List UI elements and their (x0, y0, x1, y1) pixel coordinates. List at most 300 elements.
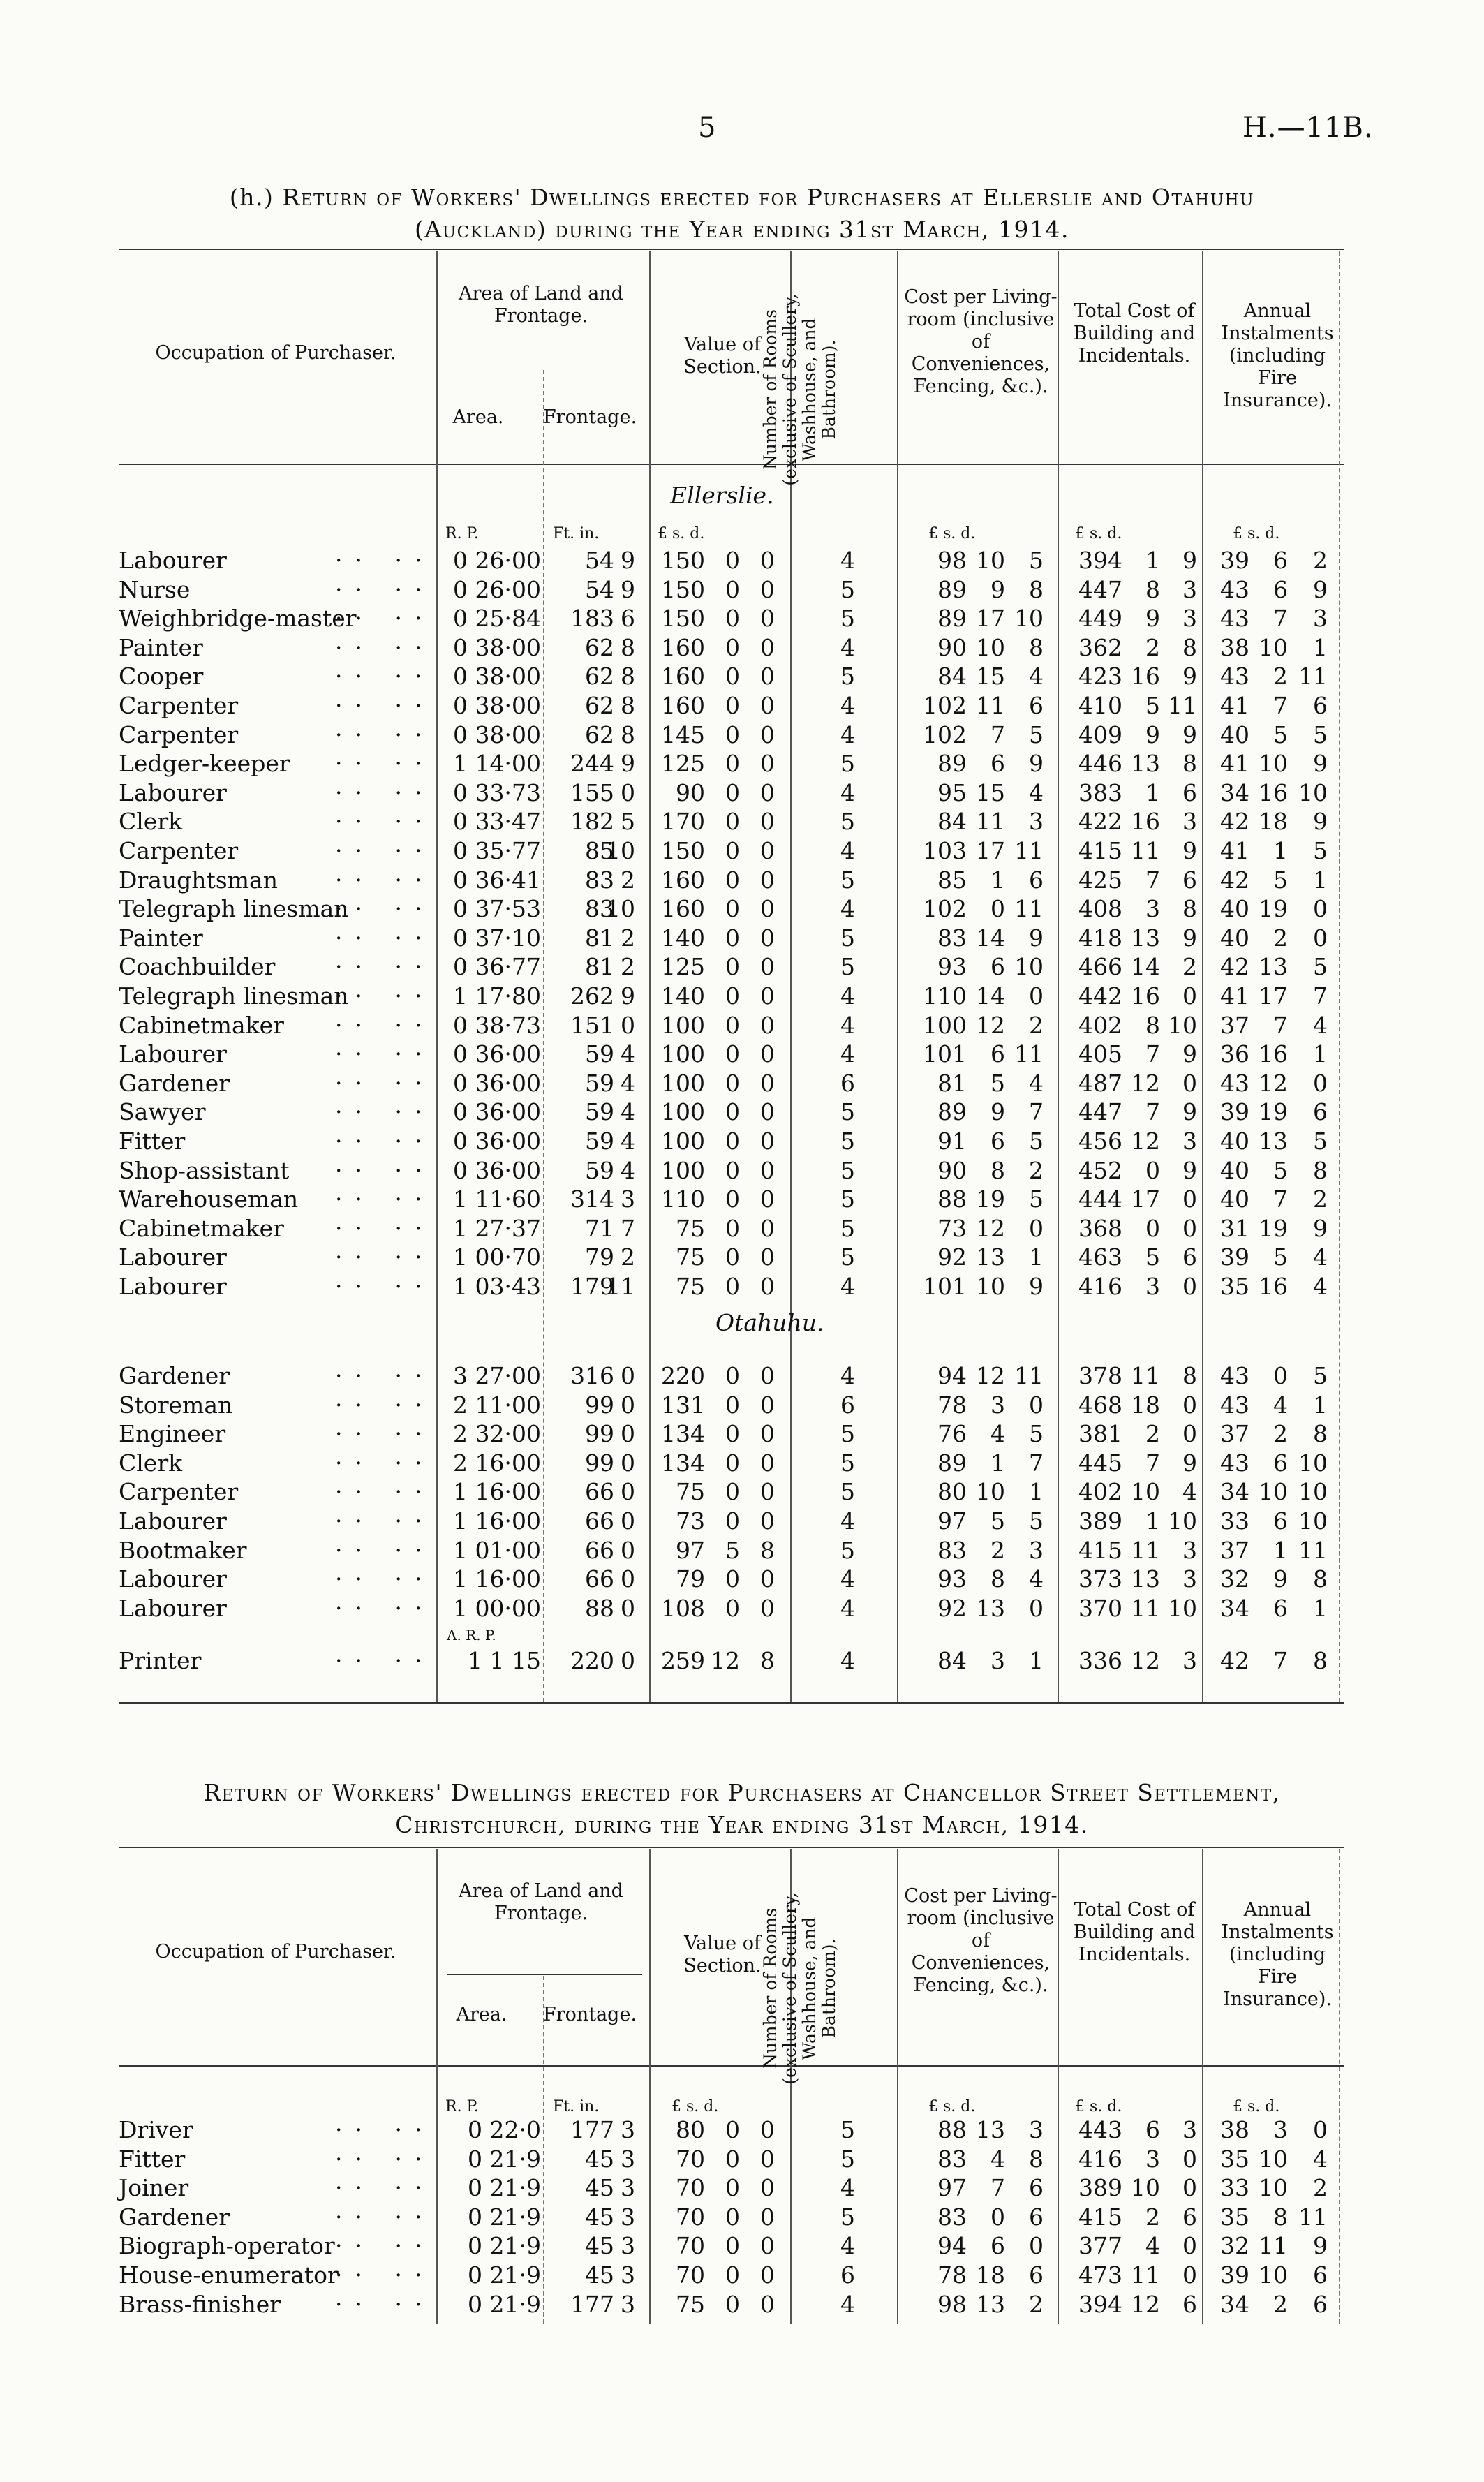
cell-cd: 3 (1029, 1536, 1044, 1564)
cell-ts: 13 (1131, 924, 1160, 952)
leader-dots: ·· ·· (335, 633, 435, 661)
cell-vd: 0 (760, 1273, 775, 1300)
cell-al: 34 (1220, 778, 1249, 806)
occupation-cell: Fitter (119, 1128, 186, 1155)
cell-area: 0 21·9 (468, 2174, 541, 2202)
cell-ts: 11 (1131, 2261, 1160, 2289)
cell-as: 2 (1273, 924, 1288, 952)
cell-td: 9 (1182, 1040, 1197, 1068)
leader-dots: ·· ·· (335, 1214, 435, 1242)
cell-vs: 0 (725, 1507, 740, 1535)
cell-cd: 5 (1029, 547, 1044, 574)
cell-td: 9 (1182, 663, 1197, 690)
cell-rooms: 5 (840, 663, 855, 690)
cell-vl: 70 (676, 2174, 705, 2202)
occupation-cell: Nurse (119, 575, 191, 603)
cell-area: 0 38·00 (453, 663, 541, 690)
cell-rooms: 5 (840, 1420, 855, 1448)
cell-ts: 0 (1145, 1214, 1160, 1242)
cell-as: 13 (1259, 1128, 1288, 1155)
cell-ft: 62 (585, 663, 614, 690)
cell-cl: 85 (937, 866, 967, 894)
cell-area: 0 37·10 (453, 924, 541, 952)
cell-ad: 1 (1313, 1594, 1328, 1622)
cell-rooms: 4 (840, 837, 855, 864)
occupation-cell: House-enumerator (119, 2261, 339, 2289)
cell-ts: 14 (1131, 953, 1160, 981)
cell-as: 10 (1259, 1478, 1288, 1506)
table-row (0, 1040, 1484, 1069)
cell-cl: 88 (937, 1185, 967, 1213)
cell-rooms: 4 (840, 692, 855, 719)
cell-in: 3 (621, 2261, 635, 2289)
cell-area: 0 22·0 (468, 2116, 541, 2143)
cell-cl: 90 (937, 1156, 967, 1184)
cell-vd: 0 (760, 1098, 775, 1126)
cell-tl: 443 (1078, 2116, 1122, 2143)
cell-tl: 383 (1078, 778, 1122, 806)
occupation-cell: Painter (119, 924, 203, 952)
cell-ft: 99 (585, 1391, 614, 1419)
table-row (0, 1098, 1484, 1127)
leader-dots: ·· ·· (335, 778, 435, 806)
leader-dots: ·· ·· (335, 2232, 435, 2260)
t1-header-area: Area. (452, 406, 504, 428)
cell-al: 43 (1220, 1069, 1249, 1097)
cell-cd: 3 (1029, 808, 1044, 836)
cell-as: 2 (1273, 2290, 1288, 2318)
t1-unit-acres: A. R. P. (447, 1627, 496, 1643)
occupation-cell: Cabinetmaker (119, 1214, 284, 1242)
cell-tl: 394 (1078, 2290, 1122, 2318)
cell-vl: 170 (661, 808, 705, 836)
cell-vs: 0 (725, 1214, 740, 1242)
table2-title-line1: Return of Workers' Dwellings erected for Purchasers at Chancellor Street Settlement, (203, 1779, 1281, 1806)
occupation-cell: Telegraph linesman (119, 895, 349, 923)
cell-in: 9 (621, 547, 635, 574)
cell-vs: 0 (725, 1565, 740, 1593)
cell-vl: 90 (676, 778, 705, 806)
table-row (0, 546, 1484, 575)
cell-as: 19 (1259, 1098, 1288, 1126)
cell-td: 10 (1168, 1594, 1197, 1622)
cell-cl: 89 (937, 575, 967, 603)
leader-dots: ·· ·· (335, 895, 435, 923)
cell-in: 0 (621, 1362, 635, 1389)
cell-ad: 10 (1298, 1478, 1328, 1506)
cell-td: 9 (1182, 837, 1197, 864)
cell-tl: 415 (1078, 837, 1122, 864)
cell-rooms: 5 (840, 866, 855, 894)
cell-as: 5 (1273, 1156, 1288, 1184)
cell-vd: 0 (760, 547, 775, 574)
cell-cl: 101 (923, 1040, 967, 1068)
table2-title (112, 1777, 1372, 1841)
cell-ft: 62 (585, 692, 614, 719)
cell-vs: 0 (725, 1449, 740, 1477)
cell-area: 0 21·9 (468, 2232, 541, 2260)
cell-as: 5 (1273, 1243, 1288, 1271)
cell-vl: 160 (661, 692, 705, 719)
cell-cl: 89 (937, 605, 967, 633)
cell-tl: 362 (1078, 633, 1122, 661)
cell-cd: 0 (1029, 1214, 1044, 1242)
cell-ad: 9 (1313, 808, 1328, 836)
cell-vd: 0 (760, 1185, 775, 1213)
cell-as: 19 (1259, 895, 1288, 923)
cell-td: 0 (1182, 1069, 1197, 1097)
cell-tl: 487 (1078, 1069, 1122, 1097)
cell-tl: 446 (1078, 750, 1122, 778)
table-row (0, 866, 1484, 895)
cell-rooms: 5 (840, 575, 855, 603)
cell-td: 9 (1182, 547, 1197, 574)
cell-td: 0 (1182, 1420, 1197, 1448)
cell-vl: 140 (661, 982, 705, 1010)
cell-vs: 0 (725, 1185, 740, 1213)
cell-rooms: 5 (840, 924, 855, 952)
cell-vl: 100 (661, 1040, 705, 1068)
occupation-cell: Labourer (119, 1565, 227, 1593)
cell-vd: 0 (760, 605, 775, 633)
cell-ft: 59 (585, 1128, 614, 1155)
table-row (0, 1536, 1484, 1565)
table-row (0, 1507, 1484, 1536)
cell-ft: 155 (570, 778, 614, 806)
cell-vd: 0 (760, 1214, 775, 1242)
table2-top-rule (119, 1847, 1344, 1848)
cell-as: 6 (1273, 1449, 1288, 1477)
cell-area: 0 38·00 (453, 692, 541, 719)
cell-tl: 423 (1078, 663, 1122, 690)
occupation-cell: Coachbuilder (119, 953, 276, 981)
cell-vl: 75 (676, 2290, 705, 2318)
cell-rooms: 5 (840, 2203, 855, 2231)
cell-cs: 11 (976, 808, 1005, 836)
cell-ad: 9 (1313, 750, 1328, 778)
cell-al: 41 (1220, 692, 1249, 719)
cell-ts: 10 (1131, 2174, 1160, 2202)
cell-vd: 0 (760, 1478, 775, 1506)
table-row (0, 1449, 1484, 1478)
leader-dots: ·· ·· (335, 1420, 435, 1448)
cell-cd: 10 (1014, 605, 1044, 633)
t1-unit-total: £ s. d. (1075, 525, 1122, 542)
t2-unit-area: R. P. (445, 2098, 479, 2115)
occupation-cell: Printer (119, 1647, 202, 1674)
cell-ft: 66 (585, 1536, 614, 1564)
cell-cd: 4 (1029, 1565, 1044, 1593)
leader-dots: ·· ·· (335, 1449, 435, 1477)
cell-td: 6 (1182, 866, 1197, 894)
occupation-cell: Ledger-keeper (119, 750, 290, 778)
cell-tl: 473 (1078, 2261, 1122, 2289)
cell-vd: 0 (760, 750, 775, 778)
cell-al: 43 (1220, 1391, 1249, 1419)
occupation-cell: Carpenter (119, 692, 239, 719)
cell-as: 8 (1273, 2203, 1288, 2231)
cell-area: 0 36·00 (453, 1156, 541, 1184)
cell-ad: 1 (1313, 866, 1328, 894)
cell-vl: 160 (661, 633, 705, 661)
occupation-cell: Labourer (119, 1507, 227, 1535)
cell-in: 0 (621, 1565, 635, 1593)
cell-ts: 5 (1145, 1243, 1160, 1271)
cell-td: 3 (1182, 1536, 1197, 1564)
leader-dots: ·· ·· (335, 866, 435, 894)
cell-vl: 140 (661, 924, 705, 952)
cell-cl: 84 (937, 808, 967, 836)
cell-ts: 7 (1145, 866, 1160, 894)
cell-al: 43 (1220, 663, 1249, 690)
cell-cs: 1 (990, 1449, 1005, 1477)
table-row (0, 1156, 1484, 1185)
cell-vl: 75 (676, 1273, 705, 1300)
t1-header-value: Value of Section. (683, 334, 762, 378)
cell-vd: 0 (760, 575, 775, 603)
cell-vd: 0 (760, 1420, 775, 1448)
cell-cd: 2 (1029, 1011, 1044, 1039)
cell-ft: 45 (585, 2174, 614, 2202)
table-row (0, 1272, 1484, 1301)
cell-cd: 0 (1029, 2232, 1044, 2260)
cell-rooms: 5 (840, 1243, 855, 1271)
table1-title-line2: (Auckland) during the Year ending 31st March, 1914. (415, 216, 1069, 243)
cell-cs: 10 (976, 1273, 1005, 1300)
cell-in: 0 (621, 1449, 635, 1477)
leader-dots: ·· ·· (335, 605, 435, 633)
cell-cl: 93 (937, 1565, 967, 1593)
cell-as: 5 (1273, 866, 1288, 894)
cell-cl: 90 (937, 633, 967, 661)
cell-ts: 17 (1131, 1185, 1160, 1213)
cell-vl: 70 (676, 2232, 705, 2260)
cell-vl: 70 (676, 2145, 705, 2173)
cell-vs: 0 (725, 547, 740, 574)
cell-vd: 0 (760, 1449, 775, 1477)
table-row (0, 952, 1484, 982)
leader-dots: ·· ·· (335, 2116, 435, 2143)
leader-dots: ·· ·· (335, 692, 435, 719)
cell-al: 39 (1220, 1098, 1249, 1126)
table-row (0, 1419, 1484, 1449)
cell-in: 9 (621, 575, 635, 603)
cell-rooms: 4 (840, 1011, 855, 1039)
cell-as: 4 (1273, 1391, 1288, 1419)
t2-unit-cost: £ s. d. (928, 2098, 976, 2115)
cell-ad: 7 (1313, 982, 1328, 1010)
cell-vd: 0 (760, 2174, 775, 2202)
cell-ft: 151 (570, 1011, 614, 1039)
cell-rooms: 5 (840, 1128, 855, 1155)
table-row (0, 1127, 1484, 1156)
cell-cs: 17 (976, 837, 1005, 864)
cell-in: 8 (621, 633, 635, 661)
cell-vs: 5 (725, 1536, 740, 1564)
cell-td: 0 (1182, 1214, 1197, 1242)
cell-ad: 8 (1313, 1420, 1328, 1448)
table-row (0, 2173, 1484, 2203)
cell-in: 0 (621, 1011, 635, 1039)
cell-in: 4 (621, 1040, 635, 1068)
cell-vs: 0 (725, 953, 740, 981)
cell-cl: 97 (937, 2174, 967, 2202)
leader-dots: ·· ·· (335, 1507, 435, 1535)
cell-ad: 8 (1313, 1565, 1328, 1593)
table-row (0, 1565, 1484, 1594)
occupation-cell: Warehouseman (119, 1185, 299, 1213)
t1-unit-cost: £ s. d. (928, 525, 976, 542)
cell-cl: 76 (937, 1420, 967, 1448)
cell-cl: 84 (937, 1647, 967, 1674)
t2-header-occupation: Occupation of Purchaser. (155, 1941, 396, 1963)
cell-cs: 12 (976, 1214, 1005, 1242)
occupation-cell: Labourer (119, 1594, 227, 1622)
cell-area: 2 32·00 (453, 1420, 541, 1448)
cell-tl: 409 (1078, 721, 1122, 748)
cell-cd: 5 (1029, 1128, 1044, 1155)
cell-td: 3 (1182, 575, 1197, 603)
cell-ad: 5 (1313, 721, 1328, 748)
cell-tl: 463 (1078, 1243, 1122, 1271)
cell-vs: 0 (725, 605, 740, 633)
cell-vd: 0 (760, 895, 775, 923)
cell-in: 0 (621, 778, 635, 806)
cell-tl: 445 (1078, 1449, 1122, 1477)
cell-as: 7 (1273, 692, 1288, 719)
cell-tl: 456 (1078, 1128, 1122, 1155)
cell-cd: 1 (1029, 1478, 1044, 1506)
cell-vd: 0 (760, 982, 775, 1010)
occupation-cell: Gardener (119, 1069, 230, 1097)
cell-cl: 92 (937, 1243, 967, 1271)
cell-in: 0 (621, 1478, 635, 1506)
t2-header-cost-room: Cost per Living-room (inclusive of Conveniences, Fencing, &c.). (904, 1885, 1058, 1996)
cell-cl: 83 (937, 2203, 967, 2231)
t1-unit-frontage: Ft. in. (553, 525, 600, 542)
cell-area: 1 16·00 (453, 1565, 541, 1593)
occupation-cell: Draughtsman (119, 866, 278, 894)
cell-cl: 110 (923, 982, 967, 1010)
cell-vd: 0 (760, 778, 775, 806)
leader-dots: ·· ·· (335, 1011, 435, 1039)
cell-rooms: 5 (840, 953, 855, 981)
cell-cs: 7 (990, 2174, 1005, 2202)
cell-vs: 0 (725, 837, 740, 864)
cell-vd: 0 (760, 1040, 775, 1068)
t1-header-total-cost: Total Cost of Building and Incidentals. (1073, 300, 1196, 367)
cell-ad: 10 (1298, 778, 1328, 806)
cell-cd: 7 (1029, 1098, 1044, 1126)
cell-ad: 1 (1313, 1040, 1328, 1068)
cell-rooms: 6 (840, 1069, 855, 1097)
leader-dots: ·· ·· (335, 721, 435, 748)
cell-td: 0 (1182, 982, 1197, 1010)
cell-vd: 0 (760, 1243, 775, 1271)
cell-ts: 0 (1145, 1156, 1160, 1184)
cell-cd: 10 (1014, 953, 1044, 981)
cell-cs: 13 (976, 2116, 1005, 2143)
t2-unit-frontage: Ft. in. (553, 2098, 600, 2115)
cell-area: 1 00·70 (453, 1243, 541, 1271)
cell-ts: 1 (1145, 778, 1160, 806)
cell-cs: 8 (990, 1156, 1005, 1184)
cell-ts: 4 (1145, 2232, 1160, 2260)
table-row (0, 1069, 1484, 1098)
cell-ft: 62 (585, 721, 614, 748)
cell-vs: 0 (725, 2174, 740, 2202)
cell-rooms: 4 (840, 2174, 855, 2202)
cell-al: 34 (1220, 1594, 1249, 1622)
cell-cs: 13 (976, 1243, 1005, 1271)
cell-as: 7 (1273, 1011, 1288, 1039)
cell-cd: 6 (1029, 2203, 1044, 2231)
cell-rooms: 5 (840, 1536, 855, 1564)
cell-ft: 177 (570, 2290, 614, 2318)
leader-dots: ·· ·· (335, 837, 435, 864)
cell-td: 3 (1182, 808, 1197, 836)
cell-td: 9 (1182, 721, 1197, 748)
cell-cs: 12 (976, 1362, 1005, 1389)
table-row (0, 1594, 1484, 1623)
cell-cd: 5 (1029, 721, 1044, 748)
t1-header-cost-room: Cost per Living-room (inclusive of Conveniences, Fencing, &c.). (904, 286, 1058, 397)
cell-cs: 14 (976, 924, 1005, 952)
cell-cd: 11 (1014, 837, 1044, 864)
cell-vs: 0 (725, 778, 740, 806)
leader-dots: ·· ·· (335, 982, 435, 1010)
leader-dots: ·· ·· (335, 1273, 435, 1300)
cell-area: 1 1 15 (468, 1647, 541, 1674)
cell-tl: 402 (1078, 1478, 1122, 1506)
cell-in: 0 (621, 1420, 635, 1448)
cell-ad: 5 (1313, 953, 1328, 981)
cell-vl: 100 (661, 1011, 705, 1039)
cell-tl: 442 (1078, 982, 1122, 1010)
cell-as: 9 (1273, 1565, 1288, 1593)
cell-rooms: 4 (840, 633, 855, 661)
cell-al: 32 (1220, 2232, 1249, 2260)
cell-vd: 0 (760, 721, 775, 748)
occupation-cell: Sawyer (119, 1098, 206, 1126)
cell-vl: 131 (661, 1391, 705, 1419)
cell-ft: 83 (585, 866, 614, 894)
cell-in: 9 (621, 982, 635, 1010)
cell-cl: 102 (923, 721, 967, 748)
cell-al: 40 (1220, 1128, 1249, 1155)
cell-in: 2 (621, 924, 635, 952)
cell-al: 38 (1220, 633, 1249, 661)
cell-al: 41 (1220, 982, 1249, 1010)
cell-vd: 0 (760, 808, 775, 836)
cell-tl: 466 (1078, 953, 1122, 981)
cell-vs: 0 (725, 1156, 740, 1184)
cell-vl: 259 (661, 1647, 705, 1674)
cell-ad: 5 (1313, 1128, 1328, 1155)
cell-al: 35 (1220, 2203, 1249, 2231)
cell-as: 13 (1259, 953, 1288, 981)
cell-ft: 54 (585, 547, 614, 574)
cell-cs: 8 (990, 1565, 1005, 1593)
cell-vl: 134 (661, 1449, 705, 1477)
cell-as: 12 (1259, 1069, 1288, 1097)
cell-cl: 101 (923, 1273, 967, 1300)
cell-ts: 9 (1145, 605, 1160, 633)
cell-td: 0 (1182, 1273, 1197, 1300)
cell-tl: 370 (1078, 1594, 1122, 1622)
occupation-cell: Carpenter (119, 837, 239, 864)
cell-cl: 88 (937, 2116, 967, 2143)
